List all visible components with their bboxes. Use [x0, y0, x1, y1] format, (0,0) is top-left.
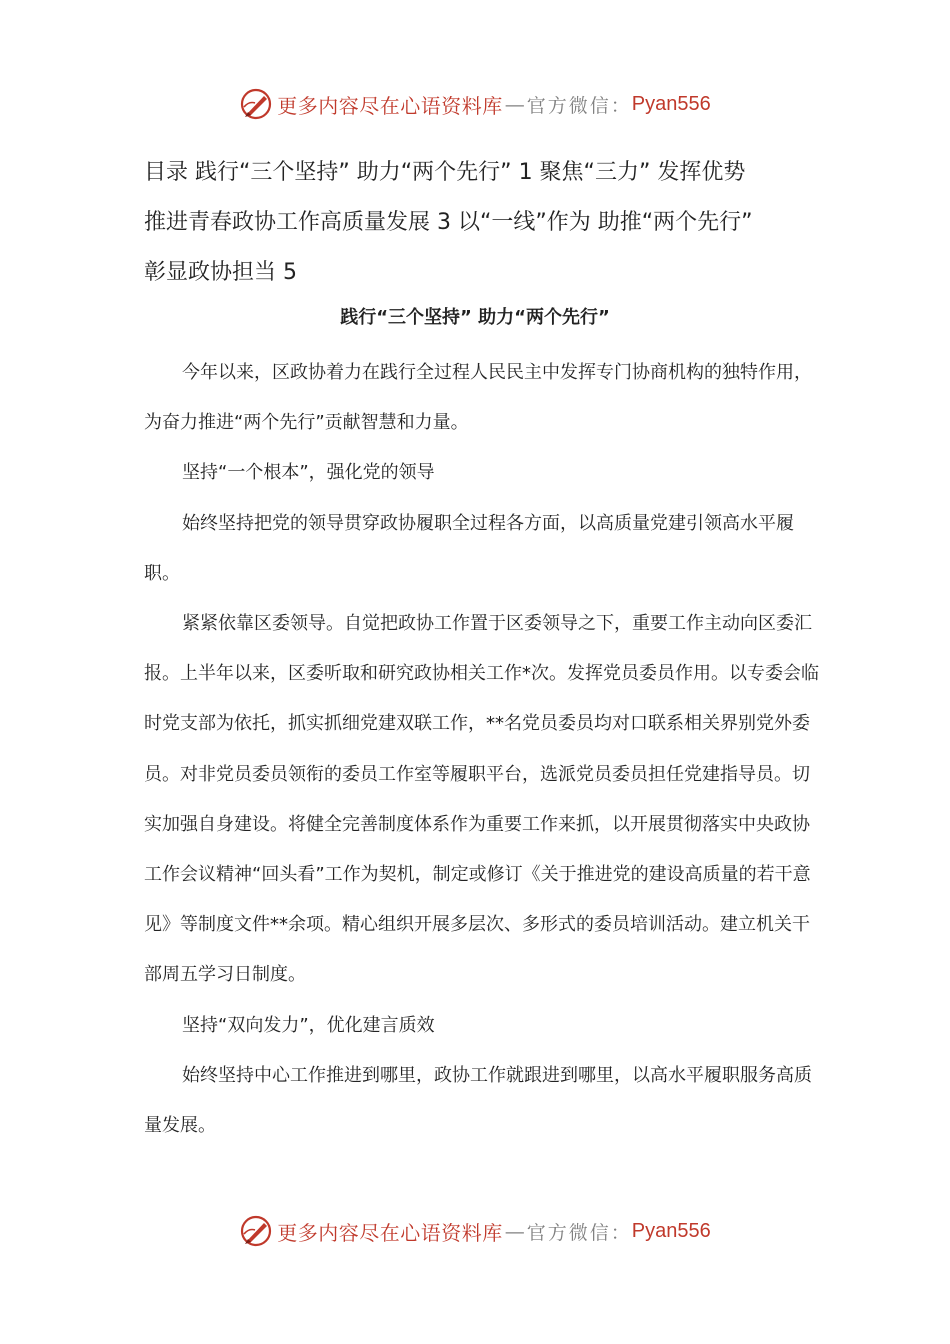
- watermark-label: 官方微信：: [526, 1221, 632, 1244]
- watermark-wechat-id: Pyan556: [631, 92, 711, 115]
- watermark-label: 官方微信：: [526, 94, 632, 117]
- watermark-header: [0, 84, 950, 124]
- watermark-site-text: 更多内容尽在心语资料库: [277, 93, 503, 118]
- toc-line: 彰显政协担当 5: [144, 260, 297, 285]
- body-paragraph: 始终坚持把党的领导贯穿政协履职全过程各方面，以高质量党建引领高水平履职。: [144, 512, 794, 584]
- watermark-dash: —: [504, 1219, 525, 1243]
- pen-logo-icon: [239, 87, 273, 121]
- body-paragraph: 今年以来，区政协着力在践行全过程人民民主中发挥专门协商机构的独特作用，为奋力推进“两个先行”贡献智慧和力量。: [144, 362, 812, 434]
- watermark-site-text: 更多内容尽在心语资料库: [277, 1220, 503, 1245]
- section-heading: 坚持“双向发力”，优化建言质效: [182, 1014, 435, 1036]
- watermark-wechat-id: Pyan556: [631, 1219, 711, 1242]
- document-body: [144, 348, 824, 1151]
- watermark-dash: —: [504, 92, 525, 116]
- body-paragraph: 始终坚持中心工作推进到哪里，政协工作就跟进到哪里，以高水平履职服务高质量发展。: [144, 1064, 812, 1137]
- table-of-contents: [144, 148, 824, 298]
- pen-logo-icon: [239, 1214, 273, 1248]
- toc-line: 推进青春政协工作高质量发展 3 以“一线”作为 助推“两个先行”: [144, 210, 753, 235]
- section-heading: 坚持“一个根本”，强化党的领导: [182, 462, 435, 484]
- document-title: 践行“三个坚持” 助力“两个先行”: [340, 307, 610, 328]
- body-paragraph: 紧紧依靠区委领导。自觉把政协工作置于区委领导之下，重要工作主动向区委汇报。上半年以来，区委听取和研究政协相关工作*次。发挥党员委员作用。以专委会临时党支部为依托，抓实抓细党建双联工作，**名党员委员均对口联系相关界别党外委员。对非党员委员领衔的委员工作室等履职平台，选派党员委员担任党建指导员。切实加强自身建设。将健全完善制度体系作为重要工作来抓，以开展贯彻落实中央政协工作会议精神“回头看”工作为契机，制定或修订《关于推进党的建设高质量的若干意见》等制度文件**余项。精心组织开展多层次、多形式的委员培训活动。建立机关干部周五学习日制度。: [144, 613, 819, 986]
- watermark-footer: [0, 1211, 950, 1251]
- toc-line: 目录 践行“三个坚持” 助力“两个先行” 1 聚焦“三力” 发挥优势: [144, 160, 746, 185]
